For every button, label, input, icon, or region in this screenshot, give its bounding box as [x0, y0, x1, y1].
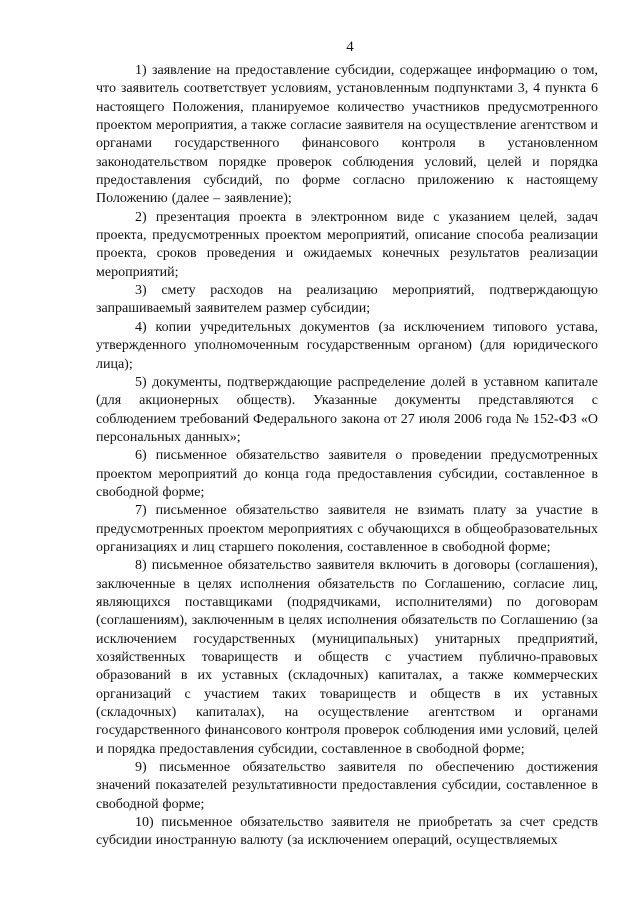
list-item-5: 5) документы, подтверждающие распределение долей в уставном капитале (для акционерных обществ). Указанные документы представляются с соблюдением требований Федерального закона от 27 июля 2006 года № 152-ФЗ «О персональных данных»;	[96, 374, 598, 445]
page-number: 4	[346, 39, 354, 55]
list-item-3: 3) смету расходов на реализацию мероприятий, подтверждающую запрашиваемый заявителем размер субсидии;	[96, 283, 598, 317]
list-item-7: 7) письменное обязательство заявителя не взимать плату за участие в предусмотренных проектом мероприятиях с обучающихся в общеобразовательных организациях и лиц старшего поколения, составленное в свободной форме;	[96, 503, 598, 555]
list-item-4: 4) копии учредительных документов (за исключением типового устава, утвержденного уполномоченным государственным органом) (для юридического лица);	[96, 319, 598, 372]
list-item-8: 8) письменное обязательство заявителя включить в договоры (соглашения), заключенные в целях исполнения обязательств по Соглашению, согласие лиц, являющихся поставщиками (подрядчиками, исполнителями) по договорам (соглашениям), заключенным в целях исполнения обязательств по Соглашению (за исключением государственных (муниципальных) унитарных предприятий, хозяйственных товариществ и обществ с участием публично-правовых образований в их уставных (складочных) капиталах, а также коммерческих организаций с участием таких товариществ и обществ в их уставных (складочных) капиталах), на осуществление агентством и органами государственного финансового контроля проверок соблюдения ими условий, целей и порядка предоставления субсидии, составленное в свободной форме;	[96, 558, 598, 757]
document-page	[96, 38, 598, 851]
list-item-10: 10) письменное обязательство заявителя не приобретать за счет средств субсидии иностранную валюту (за исключением операций, осуществляемых	[96, 815, 598, 849]
list-item-9: 9) письменное обязательство заявителя по обеспечению достижения значений показателей результативности предоставления субсидии, составленное в свободной форме;	[96, 760, 598, 812]
list-item-1: 1) заявление на предоставление субсидии, содержащее информацию о том, что заявитель соответствует условиям, установленным подпунктами 3, 4 пункта 6 настоящего Положения, планируемое количество участников предусмотренного проектом мероприятия, а также согласие заявителя на осуществление агентством и органами государственного финансового контроля в установленном законодательством порядке проверок соблюдения условий, целей и порядка предоставления субсидий, по форме согласно приложению к настоящему Положению (далее – заявление);	[96, 63, 598, 207]
list-item-6: 6) письменное обязательство заявителя о проведении предусмотренных проектом мероприятий до конца года предоставления субсидии, составленное в свободной форме;	[96, 448, 598, 500]
list-item-2: 2) презентация проекта в электронном виде с указанием целей, задач проекта, предусмотренных проектом мероприятий, описание способа реализации проекта, сроков проведения и ожидаемых конечных результатов реализации мероприятий;	[96, 209, 598, 280]
